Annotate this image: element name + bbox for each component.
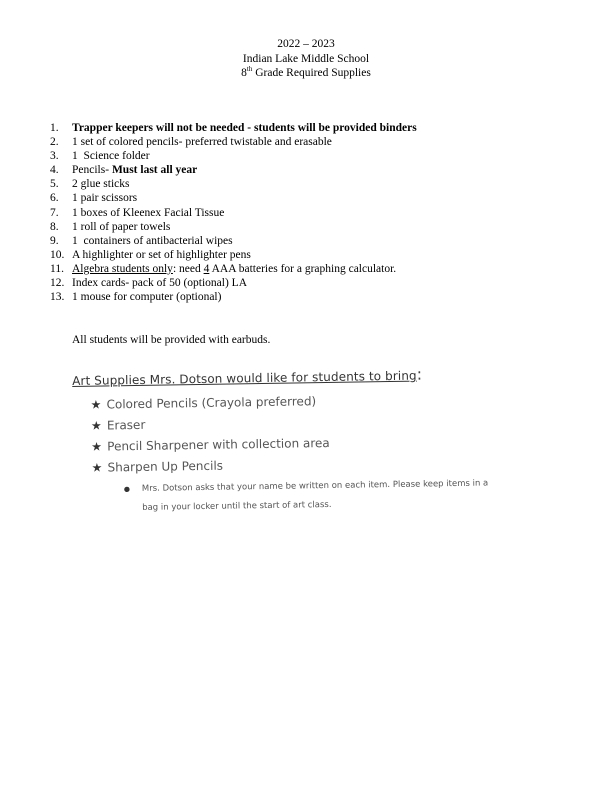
list-item: 4. Pencils- Must last all year [50, 164, 198, 177]
list-item: 11. Algebra students only : need 4 AAA batteries for a graphing calculator. [50, 262, 397, 275]
school-year: 2022 – 2023 [277, 38, 335, 50]
star-icon: ★ [90, 418, 102, 433]
list-item: 13. 1 mouse for computer (optional) [50, 291, 222, 304]
star-icon: ★ [91, 460, 103, 475]
art-supplies-title: Art Supplies Mrs. Dotson would like for students to bring: [72, 364, 423, 388]
star-icon: ★ [91, 439, 103, 454]
list-item: 8. 1 roll of paper towels [50, 220, 171, 233]
document-header [0, 37, 612, 81]
bullet-icon: ● [123, 485, 131, 494]
list-item: ★ Eraser [90, 417, 146, 433]
list-item: 5. 2 glue sticks [50, 178, 130, 191]
list-item: 12. Index cards- pack of 50 (optional) LA [50, 277, 247, 290]
art-name-note: ● Mrs. Dotson asks that your name be written on each item. Please keep items in a bag in your locker until the start of art class. [124, 474, 505, 518]
required-supplies-list [50, 121, 570, 304]
document-title: 8th Grade Required Supplies [241, 65, 371, 79]
list-item: 6. 1 pair scissors [50, 192, 138, 205]
earbuds-note: All students will be provided with earbuds. [72, 334, 271, 346]
list-item: 1. Trapper keepers will not be needed - students will be provided binders [50, 122, 417, 134]
list-item: 2. 1 set of colored pencils- preferred twistable and erasable [50, 136, 332, 149]
art-supplies-list [72, 386, 574, 519]
school-name: Indian Lake Middle School [242, 52, 370, 65]
list-item: 10. A highlighter or set of highlighter pens [50, 248, 251, 261]
list-item: ★ Colored Pencils (Crayola preferred) [90, 393, 317, 412]
list-item: 3. 1 Science folder [50, 150, 150, 163]
star-icon: ★ [90, 397, 102, 412]
list-item: ★ Pencil Sharpener with collection area [91, 435, 330, 454]
list-item: 9. 1 containers of antibacterial wipes [50, 234, 233, 247]
list-item: 7. 1 boxes of Kleenex Facial Tissue [50, 206, 225, 219]
list-item: ★ Sharpen Up Pencils [91, 458, 224, 475]
art-supplies-section [72, 362, 574, 519]
